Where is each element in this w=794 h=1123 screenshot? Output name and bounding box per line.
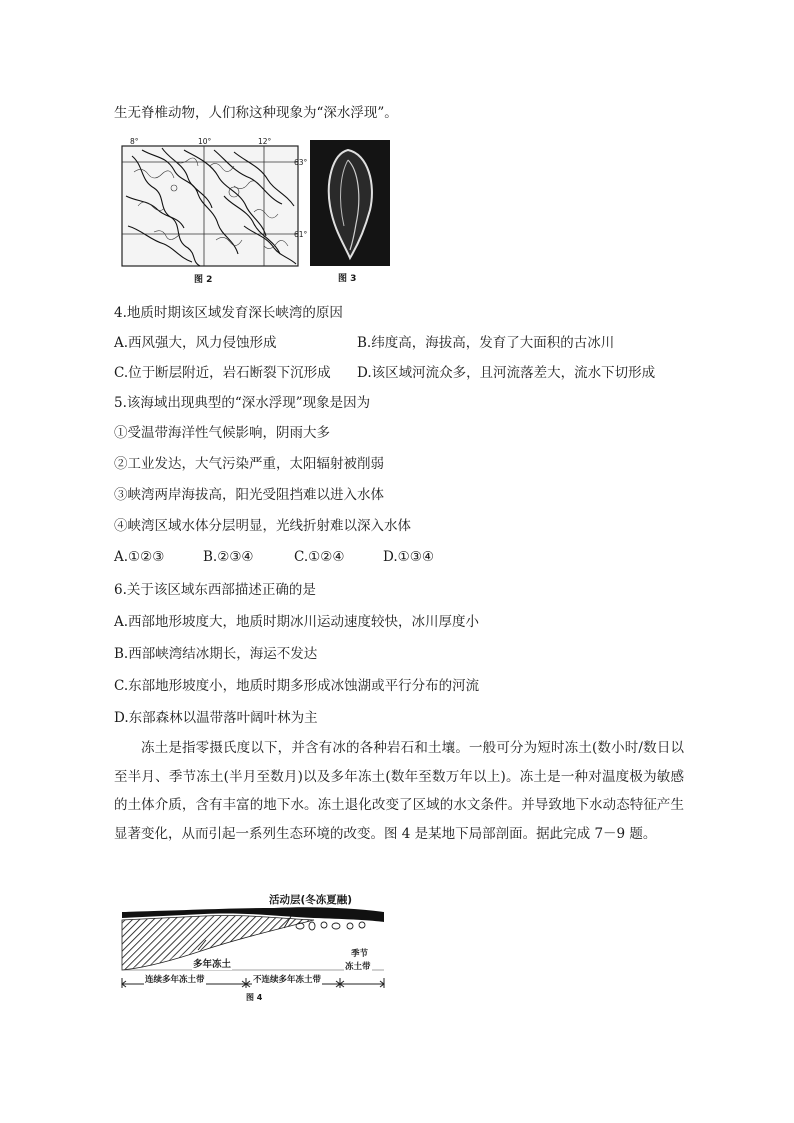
q6-option-d: D.东部森林以温带落叶阔叶林为主 [114, 710, 318, 726]
q4-option-d: D.该区域河流众多，且河流落差大，流水下切形成 [357, 365, 656, 381]
figure-3-photo [310, 140, 390, 286]
q6-option-a: A.西部地形坡度大，地质时期冰川运动速度较快，冰川厚度小 [114, 614, 480, 630]
q5-stem: 5.该海域出现典型的“深水浮现”现象是因为 [114, 395, 371, 411]
permafrost-passage: 冻土是指零摄氏度以下，并含有冰的各种岩石和土壤。一般可分为短时冻土(数小时/数日以至半月、季节冻土(半月至数月)以及多年冻土(数年至数万年以上)。冻土是一种对温度极为敏感的土体介质，含有丰富的地下水。冻土退化改变了区域的水文条件。并导致地下水动态特征产生显著变化，从而引起一系列生态环境的改变。图 4 是某地下局部剖面。据此完成 7－9 题。 [114, 740, 684, 842]
zone-continuous-label: 连续多年冻土带 [145, 975, 205, 985]
q5-option-c: C.①②④ [294, 549, 345, 565]
q5-option-a: A.①②③ [114, 549, 165, 565]
q5-option-b: B.②③④ [203, 549, 254, 565]
lat-label-63: 63° [294, 158, 308, 167]
lon-label-12: 12° [258, 137, 272, 146]
active-layer-label: 活动层(冬冻夏融) [269, 894, 353, 906]
fjord-map-graphic [114, 136, 306, 286]
q5-option-d: D.①③④ [383, 549, 434, 565]
zone-seasonal-label-1: 季节 [351, 949, 369, 959]
zone-discontinuous-label: 不连续多年冻土带 [253, 975, 322, 985]
q4-option-a: A.西风强大，风力侵蚀形成 [114, 335, 277, 351]
figure-4-caption: 图 4 [246, 993, 263, 1002]
figure-2-caption: 图 2 [194, 275, 213, 285]
figure-4-profile [114, 888, 386, 1006]
permafrost-label: 多年冻土 [192, 956, 232, 970]
q6-option-c: C.东部地形坡度小，地质时期多形成冰蚀湖或平行分布的河流 [114, 678, 480, 694]
deep-water-creature-photo [310, 140, 390, 266]
q5-item-3: ③峡湾两岸海拔高，阳光受阻挡难以进入水体 [114, 487, 384, 503]
q4-option-b: B.纬度高，海拔高，发育了大面积的古冰川 [357, 335, 615, 351]
q4-option-c: C.位于断层附近，岩石断裂下沉形成 [114, 365, 331, 381]
lat-label-61: 61° [294, 230, 308, 239]
figure-3-caption: 图 3 [338, 274, 357, 284]
q5-item-2: ②工业发达，大气污染严重，太阳辐射被削弱 [114, 456, 384, 472]
lon-label-10: 10° [198, 137, 212, 146]
lon-label-8: 8° [130, 137, 139, 146]
q6-option-b: B.西部峡湾结冰期长，海运不发达 [114, 646, 318, 662]
intro-line: 生无脊椎动物，人们称这种现象为“深水浮现”。 [114, 105, 398, 121]
q6-stem: 6.关于该区域东西部描述正确的是 [114, 582, 316, 598]
figure-2-map [114, 136, 306, 286]
zone-seasonal-label-2: 冻土带 [345, 962, 371, 972]
q5-item-1: ①受温带海洋性气候影响，阴雨大多 [114, 425, 330, 441]
q4-stem: 4.地质时期该区域发育深长峡湾的原因 [114, 305, 343, 321]
q5-item-4: ④峡湾区域水体分层明显，光线折射难以深入水体 [114, 518, 411, 534]
